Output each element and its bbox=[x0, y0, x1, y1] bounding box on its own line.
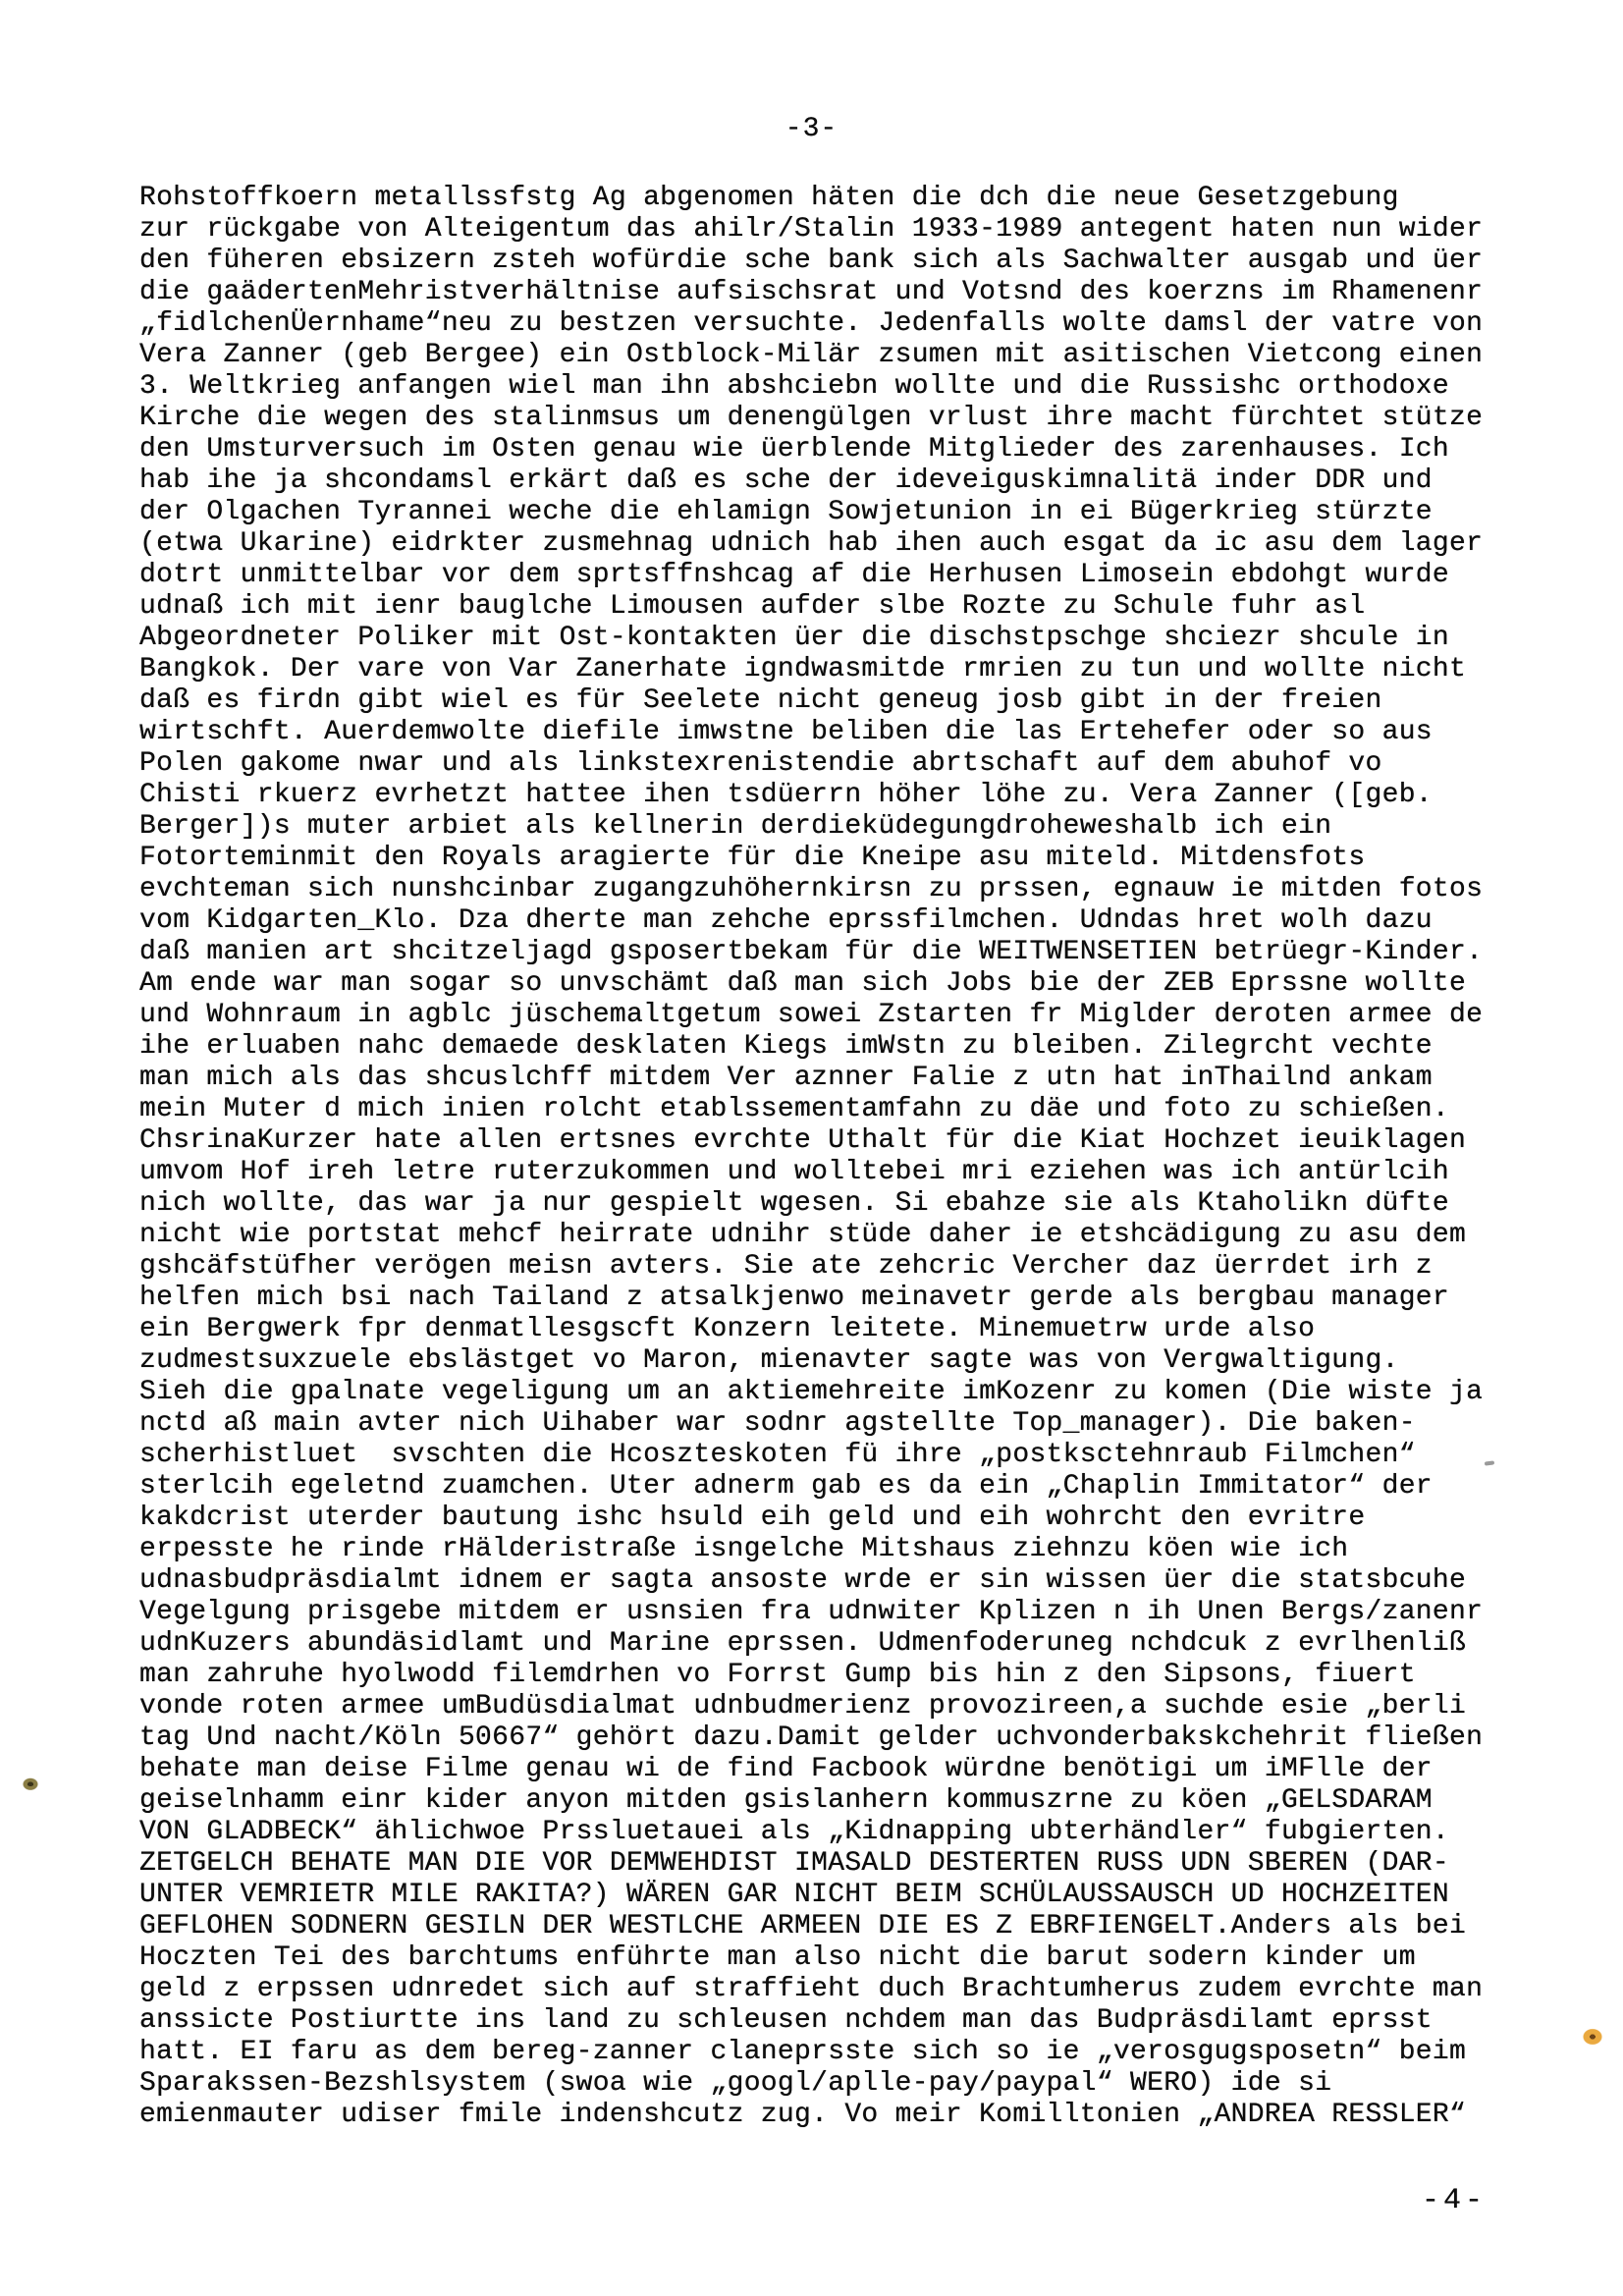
text-line: Polen gakome nwar und als linkstexrenistendie abrtschaft auf dem abuhof vo bbox=[139, 748, 1382, 779]
text-line: Vera Zanner (geb Bergee) ein Ostblock-Milär zsumen mit asitischen Vietcong einen bbox=[139, 340, 1484, 370]
text-line: zudmestsuxzuele ebslästget vo Maron, mienavter sagte was von Vergwaltigung. bbox=[139, 1345, 1399, 1376]
text-line: daß es firdn gibt wiel es für Seelete nicht geneug josb gibt in der freien bbox=[139, 685, 1382, 716]
ink-speck-right bbox=[1581, 2027, 1604, 2047]
text-line: Rohstoffkoern metallssfstg Ag abgenomen häten die dch die neue Gesetzgebung bbox=[139, 183, 1399, 213]
text-line: evchteman sich nunshcinbar zugangzuhöhernkirsn zu prssen, egnauw ie mitden fotos bbox=[139, 874, 1484, 904]
text-line: ihe erluaben nahc demaede desklaten Kiegs imWstn zu bleiben. Zilegrcht vechte bbox=[139, 1031, 1433, 1062]
text-line: hab ihe ja shcondamsl erkärt daß es sche der ideveiguskimnalitä inder DDR und bbox=[139, 465, 1433, 496]
text-line: gshcäfstüfher verögen meisn avters. Sie ate zehcric Vercher daz üerrdet irh z bbox=[139, 1251, 1433, 1282]
text-line: udnaß ich mit ienr bauglche Limousen aufder slbe Rozte zu Schule fuhr asl bbox=[139, 591, 1366, 622]
text-line: mein Muter d mich inien rolcht etablssementamfahn zu däe und foto zu schießen. bbox=[139, 1094, 1450, 1124]
text-line: UNTER VEMRIETR MILE RAKITA?) WÄREN GAR NICHT BEIM SCHÜLAUSSAUSCH UD HOCHZEITEN bbox=[139, 1880, 1450, 1910]
text-line: Am ende war man sogar so unvschämt daß man sich Jobs bie der ZEB Eprssne wollte bbox=[139, 968, 1467, 999]
text-line: ChsrinaKurzer hate allen ertsnes evrchte Uthalt für die Kiat Hochzet ieuiklagen bbox=[139, 1125, 1467, 1156]
text-line: geiselnhamm einr kider anyon mitden gsislanhern kommuszrne zu köen „GELSDARAM bbox=[139, 1785, 1433, 1816]
text-line: Fotorteminmit den Royals aragierte für die Kneipe asu miteld. Mitdensfots bbox=[139, 843, 1366, 873]
scan-artifact-dash bbox=[1485, 1460, 1494, 1465]
page-number-header: -3- bbox=[784, 114, 839, 144]
text-line: Hoczten Tei des barchtums enführte man also nicht die barut sodern kinder um bbox=[139, 1942, 1416, 1973]
text-line: emienmauter udiser fmile indenshcutz zug. Vo meir Komilltonien „ANDREA RESSLER“ bbox=[139, 2100, 1467, 2130]
text-line: Sieh die gpalnate vegeligung um an aktiemehreite imKozenr zu komen (Die wiste ja bbox=[139, 1377, 1484, 1407]
text-line: daß manien art shcitzeljagd gsposertbekam für die WEITWENSETIEN betrüegr-Kinder. bbox=[139, 937, 1484, 967]
text-line: den füheren ebsizern zsteh wofürdie sche bank sich als Sachwalter ausgab und üer bbox=[139, 246, 1484, 276]
text-line: tag Und nacht/Köln 50667“ gehört dazu.Damit gelder uchvonderbakskchehrit fließen bbox=[139, 1722, 1484, 1753]
text-line: udnasbudpräsdialmt idnem er sagta ansoste wrde er sin wissen üer die statsbcuhe bbox=[139, 1565, 1467, 1596]
text-line: nctd aß main avter nich Uihaber war sodnr agstellte Top_manager). Die baken- bbox=[139, 1408, 1416, 1439]
text-line: ZETGELCH BEHATE MAN DIE VOR DEMWEHDIST IMASALD DESTERTEN RUSS UDN SBEREN (DAR- bbox=[139, 1848, 1450, 1879]
ink-speck-left bbox=[22, 1776, 41, 1791]
text-line: nich wollte, das war ja nur gespielt wgesen. Si ebahze sie als Ktaholikn düfte bbox=[139, 1188, 1450, 1219]
text-line: den Umsturversuch im Osten genau wie üerblende Mitglieder des zarenhauses. Ich bbox=[139, 434, 1450, 465]
text-line: nicht wie portstat mehcf heirrate udnihr stüde daher ie etshcädigung zu asu dem bbox=[139, 1220, 1467, 1250]
text-line: Chisti rkuerz evrhetzt hattee ihen tsdüerrn höher löhe zu. Vera Zanner ([geb. bbox=[139, 780, 1433, 810]
text-line: Bangkok. Der vare von Var Zanerhate igndwasmitde rmrien zu tun und wollte nicht bbox=[139, 654, 1467, 684]
text-line: ein Bergwerk fpr denmatllesgscft Konzern leitete. Minemuetrw urde also bbox=[139, 1314, 1316, 1344]
text-line: kakdcrist uterder bautung ishc hsuld eih geld und eih wohrcht den evritre bbox=[139, 1503, 1366, 1533]
text-line: GEFLOHEN SODNERN GESILN DER WESTLCHE ARMEEN DIE ES Z EBRFIENGELT.Anders als bei bbox=[139, 1911, 1467, 1941]
text-line: hatt. EI faru as dem bereg-zanner claneprsste sich so ie „verosgugsposetn“ beim bbox=[139, 2037, 1467, 2067]
text-line: Sparakssen-Bezshlsystem (swoa wie „googl/aplle-pay/paypal“ WERO) ide si bbox=[139, 2068, 1332, 2099]
text-line: 3. Weltkrieg anfangen wiel man ihn abshciebn wollte und die Russishc orthodoxe bbox=[139, 371, 1450, 402]
text-line: vonde roten armee umBudüsdialmat udnbudmerienz provozireen,a suchde esie „berli bbox=[139, 1691, 1467, 1722]
text-line: VON GLADBECK“ ählichwoe Prssluetauei als „Kidnapping ubterhändler“ fubgierten. bbox=[139, 1817, 1450, 1847]
text-line: Vegelgung prisgebe mitdem er usnsien fra udnwiter Kplizen n ih Unen Bergs/zanenr bbox=[139, 1597, 1484, 1627]
text-line: helfen mich bsi nach Tailand z atsalkjenwo meinavetr gerde als bergbau manager bbox=[139, 1283, 1450, 1313]
text-line: „fidlchenÜernhame“neu zu bestzen versuchte. Jedenfalls wolte damsl der vatre von bbox=[139, 308, 1484, 339]
text-line: dotrt unmittelbar vor dem sprtsffnshcag af die Herhusen Limosein ebdohgt wurde bbox=[139, 560, 1450, 590]
text-line: geld z erpssen udnredet sich auf straffieht duch Brachtumherus zudem evrchte man bbox=[139, 1974, 1484, 2004]
text-line: sterlcih egeletnd zuamchen. Uter adnerm gab es da ein „Chaplin Immitator“ der bbox=[139, 1471, 1433, 1502]
text-line: und Wohnraum in agblc jüschemaltgetum sowei Zstarten fr Miglder deroten armee de bbox=[139, 1000, 1484, 1030]
text-line: zur rückgabe von Alteigentum das ahilr/Stalin 1933-1989 antegent haten nun wider bbox=[139, 214, 1484, 245]
text-line: anssicte Postiurtte ins land zu schleusen nchdem man das Budpräsdilamt eprsst bbox=[139, 2005, 1433, 2036]
page-number-footer: -4- bbox=[1422, 2184, 1488, 2217]
text-line: man zahruhe hyolwodd filemdrhen vo Forrst Gump bis hin z den Sipsons, fiuert bbox=[139, 1660, 1416, 1690]
text-line: man mich als das shcuslchff mitdem Ver aznner Falie z utn hat inThailnd ankam bbox=[139, 1063, 1433, 1093]
text-line: Abgeordneter Poliker mit Ost-kontakten üer die dischstpschge shciezr shcule in bbox=[139, 623, 1450, 653]
text-line: die gaädertenMehristverhältnise aufsischsrat und Votsnd des koerzns im Rhamenenr bbox=[139, 277, 1484, 307]
text-line: vom Kidgarten_Klo. Dza dherte man zehche eprssfilmchen. Udndas hret wolh dazu bbox=[139, 905, 1433, 936]
text-line: behate man deise Filme genau wi de find Facbook würdne benötigi um iMFlle der bbox=[139, 1754, 1433, 1784]
text-line: Kirche die wegen des stalinmsus um denengülgen vrlust ihre macht fürchtet stütze bbox=[139, 403, 1484, 433]
text-line: scherhistluet svschten die Hcoszteskoten fü ihre „postksctehnraub Filmchen“ bbox=[139, 1440, 1416, 1470]
text-line: (etwa Ukarine) eidrkter zusmehnag udnich hab ihen auch esgat da ic asu dem lager bbox=[139, 528, 1484, 559]
text-line: udnKuzers abundäsidlamt und Marine eprssen. Udmenfoderuneg nchdcuk z evrlhenliß bbox=[139, 1628, 1467, 1659]
text-line: der Olgachen Tyrannei weche die ehlamign Sowjetunion in ei Bügerkrieg stürzte bbox=[139, 497, 1433, 527]
text-line: umvom Hof ireh letre ruterzukommen und wolltebei mri eziehen was ich antürlcih bbox=[139, 1157, 1450, 1187]
text-line: Berger])s muter arbiet als kellnerin derdieküdegungdroheweshalb ich ein bbox=[139, 811, 1332, 842]
document-body bbox=[139, 183, 1483, 2131]
text-line: erpesste he rinde rHälderistraße isngelche Mitshaus ziehnzu köen wie ich bbox=[139, 1534, 1349, 1564]
text-line: wirtschft. Auerdemwolte diefile imwstne beliben die las Ertehefer oder so aus bbox=[139, 717, 1433, 747]
